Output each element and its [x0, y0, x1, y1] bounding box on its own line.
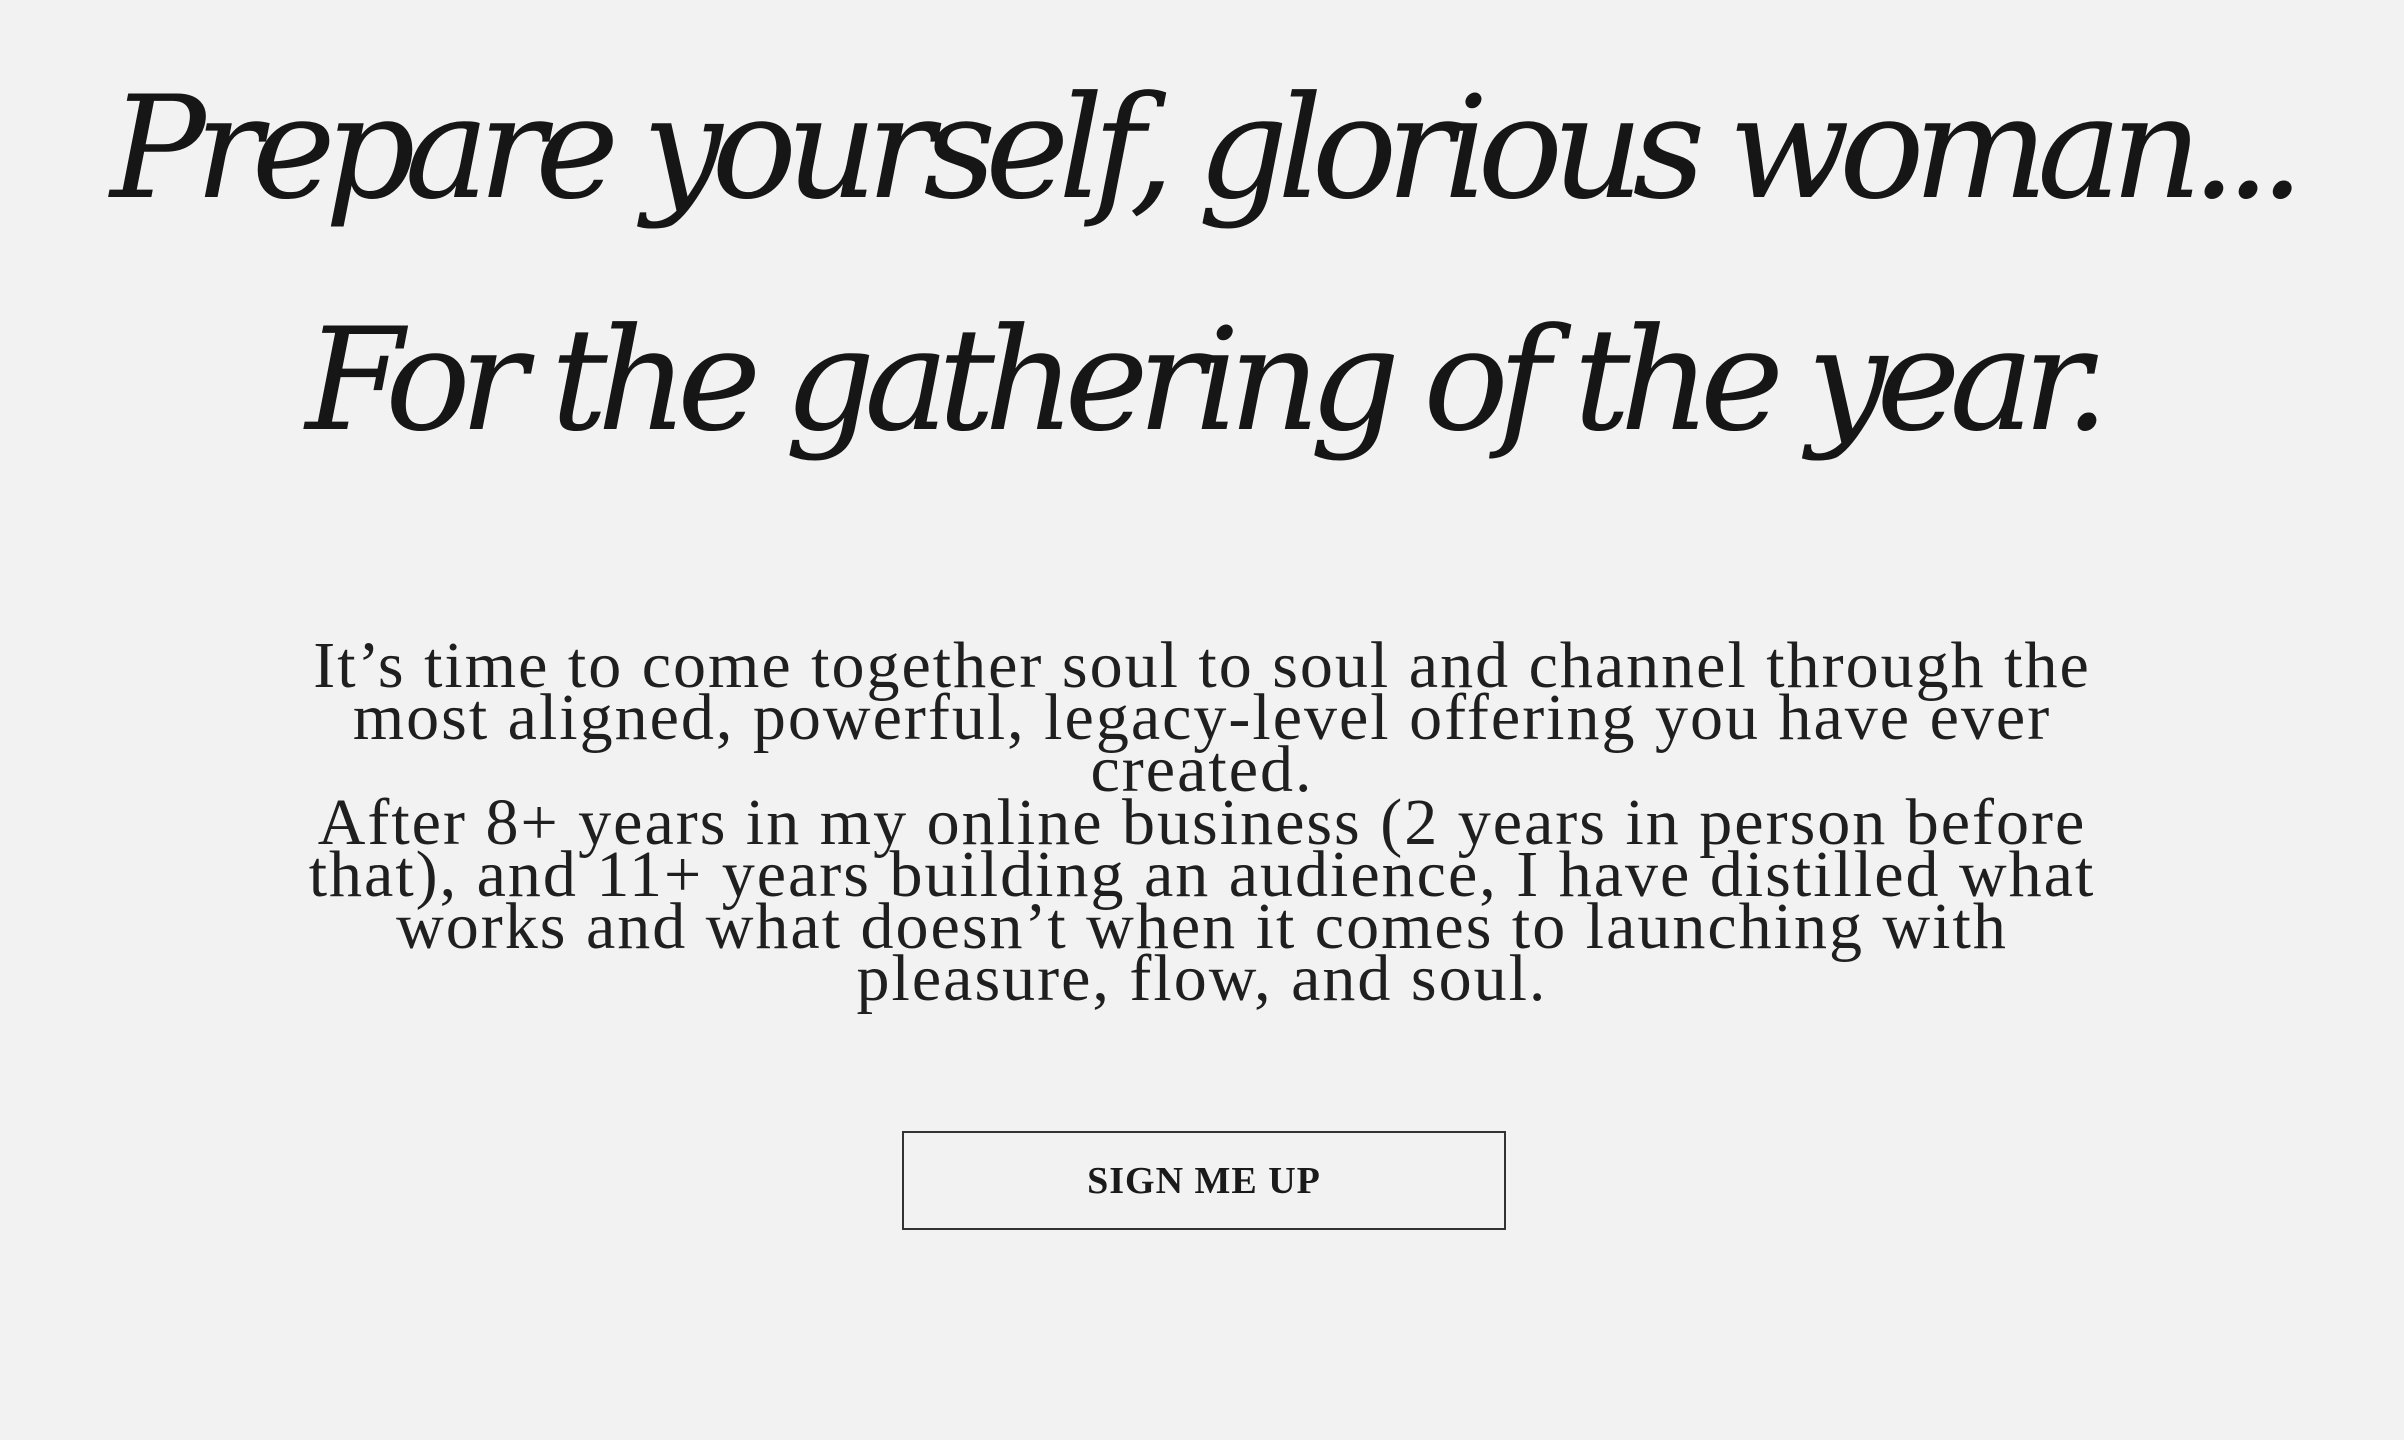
- headline-line-2: For the gathering of the year.: [305, 298, 2099, 463]
- intro-paragraph-2: After 8+ years in my online business (2 years in person before that), and 11+ years building an audience, I have distilled what works and what doesn’t when it comes to launching with pleasure, flow, and soul.: [308, 786, 2096, 1015]
- sign-me-up-button[interactable]: SIGN ME UP: [902, 1131, 1506, 1230]
- headline-line-1: Prepare yourself, glorious woman...: [110, 66, 2294, 231]
- intro-paragraph-1: It’s time to come together soul to soul and channel through the most aligned, powerful, legacy-level offering you have ever created.: [313, 629, 2091, 806]
